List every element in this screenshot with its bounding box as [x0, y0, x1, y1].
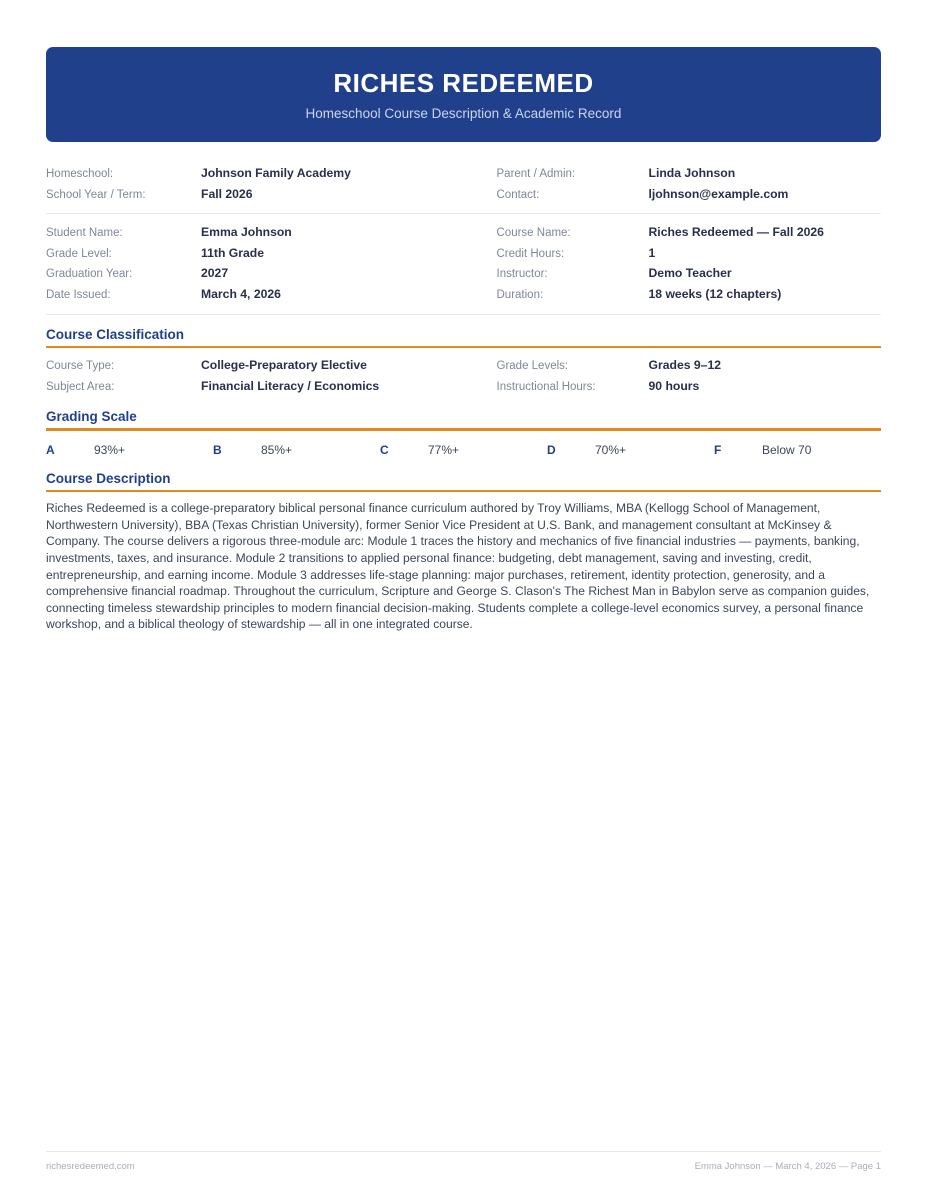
- meta-value: Johnson Family Academy: [201, 166, 351, 181]
- student-meta-block: [46, 223, 881, 305]
- meta-row: [497, 244, 882, 265]
- grading-scale-row: [46, 439, 881, 459]
- section-rule: [46, 346, 881, 348]
- section-divider: [46, 213, 881, 214]
- grade-letter: C: [380, 442, 389, 457]
- footer-website: richesredeemed.com: [46, 1161, 135, 1172]
- meta-label: Instructor:: [496, 268, 548, 281]
- meta-label: Date Issued:: [46, 288, 111, 301]
- meta-row: [46, 244, 464, 265]
- footer-page-info: Emma Johnson — March 4, 2026 — Page 1: [694, 1161, 881, 1172]
- meta-label: Instructional Hours:: [496, 380, 596, 393]
- page-footer: [46, 1151, 881, 1172]
- meta-value: 90 hours: [648, 378, 700, 393]
- section-heading-course-description: Course Description: [46, 470, 171, 486]
- meta-value: Grades 9–12: [648, 358, 722, 373]
- grade-letter: F: [714, 442, 722, 457]
- course-classification-left-column: [46, 356, 464, 397]
- school-meta-right-column: [464, 164, 882, 205]
- meta-row: [46, 185, 464, 206]
- grade-cell: [46, 443, 213, 457]
- grade-cell: [213, 443, 380, 457]
- meta-value: 1: [648, 245, 656, 260]
- grade-threshold: 93%+: [94, 442, 126, 457]
- meta-row: [497, 185, 882, 206]
- meta-label: Graduation Year:: [46, 268, 133, 281]
- meta-value: Emma Johnson: [201, 225, 292, 240]
- meta-value: 11th Grade: [201, 245, 264, 260]
- document-header-banner: [46, 47, 881, 142]
- student-meta-left-column: [46, 223, 464, 305]
- meta-row: [46, 285, 464, 306]
- meta-value: Fall 2026: [201, 186, 253, 201]
- course-classification-block: [46, 356, 881, 397]
- meta-value: 18 weeks (12 chapters): [648, 286, 782, 301]
- meta-value: Linda Johnson: [648, 166, 736, 181]
- meta-row: [497, 356, 882, 377]
- meta-label: Subject Area:: [46, 380, 115, 393]
- grade-cell: [380, 443, 547, 457]
- meta-row: [497, 285, 882, 306]
- meta-value: Financial Literacy / Economics: [201, 378, 380, 393]
- grade-threshold: Below 70: [762, 442, 812, 457]
- meta-label: Student Name:: [46, 227, 123, 240]
- meta-row: [497, 377, 882, 398]
- meta-row: [46, 377, 464, 398]
- section-divider: [46, 314, 881, 315]
- footer-divider: [46, 1151, 881, 1152]
- meta-label: Parent / Admin:: [496, 168, 576, 181]
- meta-label: School Year / Term:: [46, 188, 146, 201]
- meta-value: March 4, 2026: [201, 286, 281, 301]
- meta-label: Duration:: [496, 288, 544, 301]
- section-rule: [46, 428, 881, 430]
- contact-email-value: ljohnson@example.com: [648, 186, 789, 201]
- meta-row: [46, 356, 464, 377]
- grade-threshold: 77%+: [428, 442, 460, 457]
- school-meta-block: [46, 164, 881, 205]
- section-rule: [46, 490, 881, 492]
- meta-label: Credit Hours:: [496, 247, 565, 260]
- meta-row: [46, 264, 464, 285]
- meta-row: [497, 164, 882, 185]
- grade-threshold: 85%+: [261, 442, 293, 457]
- school-meta-left-column: [46, 164, 464, 205]
- meta-label: Contact:: [496, 188, 540, 201]
- section-heading-course-classification: Course Classification: [46, 327, 185, 343]
- meta-label: Course Type:: [46, 360, 115, 373]
- meta-label: Grade Level:: [46, 247, 112, 260]
- meta-value: 2027: [201, 266, 229, 281]
- section-heading-grading-scale: Grading Scale: [46, 409, 137, 425]
- course-description-body: Riches Redeemed is a college-preparatory biblical personal finance curriculum authored by Troy Williams, MBA (Kellogg School of Management, Northwestern University), BBA (Texas Christian University), former Senior Vice President at U.S. Bank, and management consultant at McKinsey & Company. The course delivers a rigorous three-module arc: Module 1 traces the history and mechanics of five financial industries — payments, banking, investments, taxes, and insurance. Module 2 transitions to applied personal finance: budgeting, debt management, saving and investing, credit, entrepreneurship, and earning income. Module 3 addresses life-stage planning: major purchases, retirement, identity protection, generosity, and a comprehensive financial roadmap. Throughout the curriculum, Scripture and George S. Clason's The Richest Man in Babylon serve as companion guides, connecting timeless stewardship principles to modern financial decision-making. Students complete a college-level economics survey, a personal finance workshop, and a biblical theology of stewardship — all in one integrated course.: [46, 501, 870, 632]
- grade-letter: B: [213, 442, 222, 457]
- page-title: RICHES REDEEMED: [333, 68, 594, 98]
- meta-value: Riches Redeemed — Fall 2026: [648, 225, 824, 240]
- grade-cell: [547, 443, 714, 457]
- meta-row: [497, 223, 882, 244]
- meta-row: [497, 264, 882, 285]
- meta-row: [46, 223, 464, 244]
- meta-value: Demo Teacher: [648, 266, 732, 281]
- meta-row: [46, 164, 464, 185]
- meta-label: Course Name:: [496, 227, 571, 240]
- meta-label: Grade Levels:: [496, 360, 569, 373]
- meta-label: Homeschool:: [46, 168, 114, 181]
- grade-cell: [714, 443, 881, 457]
- grade-threshold: 70%+: [595, 442, 627, 457]
- meta-value: College-Preparatory Elective: [201, 358, 367, 373]
- grade-letter: D: [547, 442, 556, 457]
- student-meta-right-column: [464, 223, 882, 305]
- grade-letter: A: [46, 442, 55, 457]
- page-subtitle: Homeschool Course Description & Academic Record: [305, 105, 622, 121]
- course-classification-right-column: [464, 356, 882, 397]
